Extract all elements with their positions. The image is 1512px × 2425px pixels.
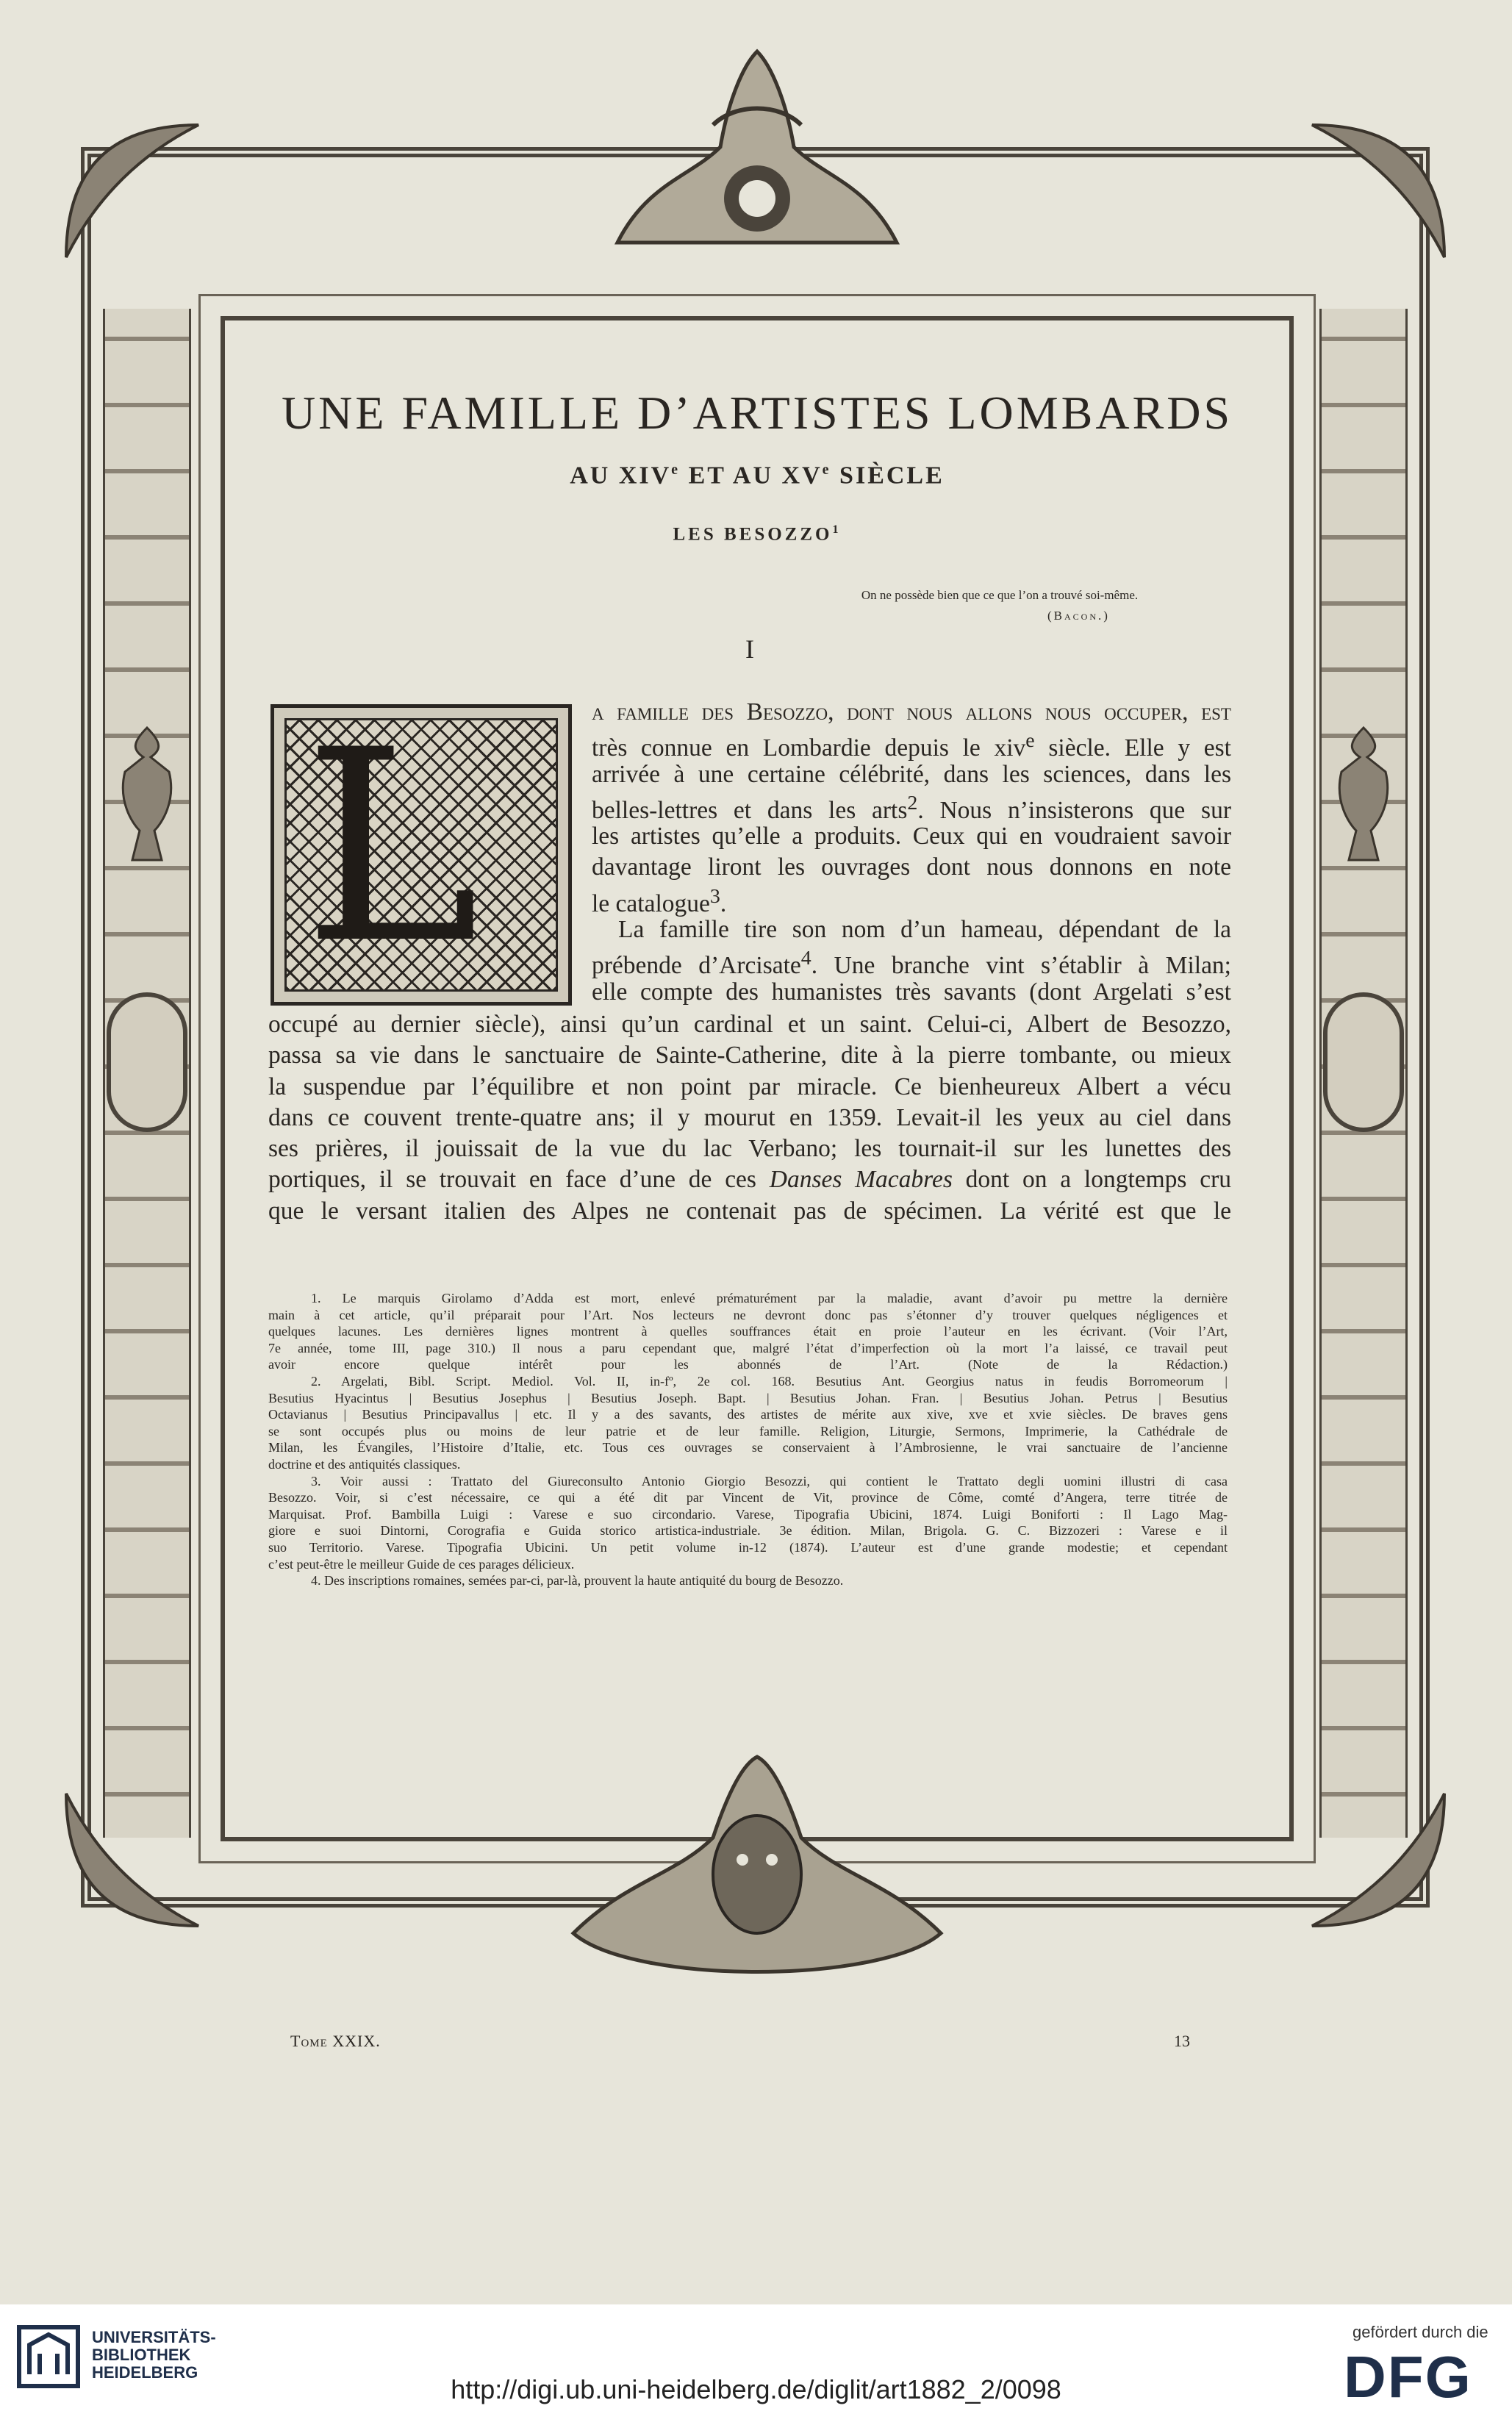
top-right-corner-ornament [1297,110,1459,272]
footnote-line: c’est peut-être le meilleur Guide de ces parages délicieux. [268,1556,575,1572]
article-title: UNE FAMILLE D’ARTISTES LOMBARDS [281,387,1233,439]
bottom-right-corner-ornament [1297,1779,1459,1941]
footnote-ref-1: 1 [832,523,842,536]
body-line: elle compte des humanistes très savants (dont Argelati s’est [592,978,1231,1006]
right-urn-ornament [1319,720,1408,867]
body-line: portiques, il se trouvait en face d’une de ces Danses Macabres dont on a longtemps cru [268,1166,1232,1194]
volume-label: Tome XXIX. [290,2032,381,2050]
top-crest-ornament [603,37,911,250]
body-line: prébende d’Arcisate$^4$. Une branche vint s’établir à Milan; [592,947,1231,980]
footnote-line: giore e suoi Dintorni, Corografia e Guida storico artistica-industriale. 3e édition. Milan, Brigola. G. C. Bizzozeri : Varese e il [268,1523,1228,1539]
footnote-line: Besozzo. Voir, si c’est nécessaire, ce qui a été dit par Vincent de Vit, province de Côme, comté d’Angera, terre titrée de [268,1490,1228,1505]
body-line: ses prières, il jouissait de la vue du lac Verbano; les tournait-il sur les lunettes des [268,1135,1231,1163]
article-family-name: LES BESOZZO$^1$ [673,523,842,545]
footnote-line: Milan, les Évangiles, l’Histoire d’Italie, etc. Tous ces ouvrages se conservaient à l’Ambrosienne, le vrai sanctuaire de l’ancienne [268,1440,1228,1455]
body-paragraph-indented [592,698,1231,1009]
bottom-mask-ornament [566,1749,948,1992]
body-line: arrivée à une certaine célébrité, dans les sciences, dans les [592,760,1231,788]
epigraph-attribution: (Bacon.) [1047,609,1110,623]
footnote-line: Octavianus | Besutius Principavallus | etc. Il y a des savants, des artistes de mérite aux xive, xve et xvie siècles. De braves gens [268,1407,1228,1422]
sponsor-label: gefördert durch die [1352,2323,1488,2341]
epigraph-quote: On ne possède bien que ce que l’on a trouvé soi-même. [861,588,1139,602]
footnote-line: 3. Voir aussi : Trattato del Giureconsulto Antonio Giorgio Besozzi, qui contient le Trattato degli uomini illustri di casa [311,1473,1228,1489]
drop-cap-letter: L [304,693,480,1001]
body-line: dans ce couvent trente-quatre ans; il y mourut en 1359. Levait-il les yeux au ciel dans [268,1103,1231,1131]
epigraph [794,586,1205,623]
footnote-ref-4: 4 [800,947,811,970]
footnote-line: doctrine et des antiquités classiques. [268,1456,461,1472]
page-number: 13 [1174,2032,1190,2050]
body-line: très connue en Lombardie depuis le xiv$^e$ siècle. Elle y est [592,729,1231,762]
footnote-line: Besutius Hyacintus | Besutius Josephus | Besutius Joseph. Bapt. | Besutius Johan. Fran. | Besutius Johan. Petrus | Besutius [268,1390,1228,1405]
left-urn-ornament [103,720,191,867]
body-line: davantage liront les ouvrages dont nous donnons en note [592,853,1231,881]
right-cartouche-ornament [1323,992,1404,1132]
footnotes [268,1290,1228,1589]
drop-cap-ornament [270,693,572,1006]
footnote-line: 2. Argelati, Bibl. Script. Mediol. Vol. II, in-fº, 2e col. 168. Besutius Ant. Georgius natus in feudis Borromeorum | [311,1373,1228,1389]
body-paragraph-full [268,1011,1231,1228]
footnote-line: 7e année, tome III, page 310.) Il nous a paru cependant que, malgré l’état d’imperfection où la mort l’a laissé, ce travail peut [268,1340,1228,1355]
digitization-footer-bar [0,2304,1512,2425]
footnote-line: Marquisat. Prof. Bambilla Luigi : Varese e suo circondario. Varese, Tipografia Ubicini, 1874. Luigi Boniforti : Il Lago Mag- [268,1506,1228,1522]
left-cartouche-ornament [107,992,187,1132]
body-line: belles-lettres et dans les arts$^2$. Nous n’insisterons que sur [592,791,1231,825]
body-line: que le versant italien des Alpes ne contenait pas de spécimen. La vérité est que le [268,1197,1231,1225]
article-subtitle: AU XIVe ET AU XVe SIÈCLE [570,462,945,490]
body-line: a famille des Besozzo, dont nous allons nous occuper, est [592,698,1231,726]
bottom-left-corner-ornament [51,1779,213,1941]
body-line: le catalogue$^3$. [592,884,727,917]
body-line: les artistes qu’elle a produits. Ceux qui en voudraient savoir [592,823,1231,850]
footnote-line: 1. Le marquis Girolamo d’Adda est mort, enlevé prématurément par la maladie, avant d’avoir pu mettre la dernière [311,1291,1228,1305]
footnote-line: quelques lacunes. Les dernières lignes montrent à quelles souffrances était en proie l’auteur en les écrivant. (Voir l’Art, [268,1324,1228,1339]
footnote-line: main à cet article, qu’il préparait pour l’Art. Nos lecteurs ne devront donc pas s’étonner d’y trouver quelques négligences et [268,1307,1228,1322]
footnote-line: avoir encore quelque intérêt pour les abonnés de l’Art. (Note de la Rédaction.) [268,1357,1228,1372]
body-line: la suspendue par l’équilibre et non point par miracle. Ce bienheureux Albert a vécu [268,1072,1231,1100]
section-number: I [745,634,754,664]
footnote-line: 4. Des inscriptions romaines, semées par-ci, par-là, prouvent la haute antiquité du bourg de Besozzo. [311,1573,844,1588]
footnote-ref-3: 3 [709,884,720,908]
top-left-corner-ornament [51,110,213,272]
source-url-link[interactable]: http://digi.ub.uni-heidelberg.de/diglit/art1882_2/0098 [451,2374,1061,2404]
library-name[interactable]: UNIVERSITÄTS- BIBLIOTHEK HEIDELBERG [92,2328,216,2382]
footnote-line: suo Territorio. Varese. Tipografia Ubicini. Un petit volume in-12 (1874). L’auteur est d’une grande modestie; et cependant [268,1539,1228,1555]
body-line: passa sa vie dans le sanctuaire de Sainte-Catherine, dite à la pierre tombante, ou mieux [268,1042,1231,1070]
body-line: La famille tire son nom d’un hameau, dépendant de la [618,916,1231,944]
body-line: occupé au dernier siècle), ainsi qu’un cardinal et un saint. Celui-ci, Albert de Besozzo, [268,1011,1231,1038]
footnote-line: se sont occupés plus ou moins de leur patrie et de leur famille. Religion, Liturgie, Sermons, Imprimerie, la Cathédrale de [268,1423,1228,1439]
footnote-ref-2: 2 [907,791,918,814]
dfg-logo[interactable]: DFG [1344,2344,1472,2410]
